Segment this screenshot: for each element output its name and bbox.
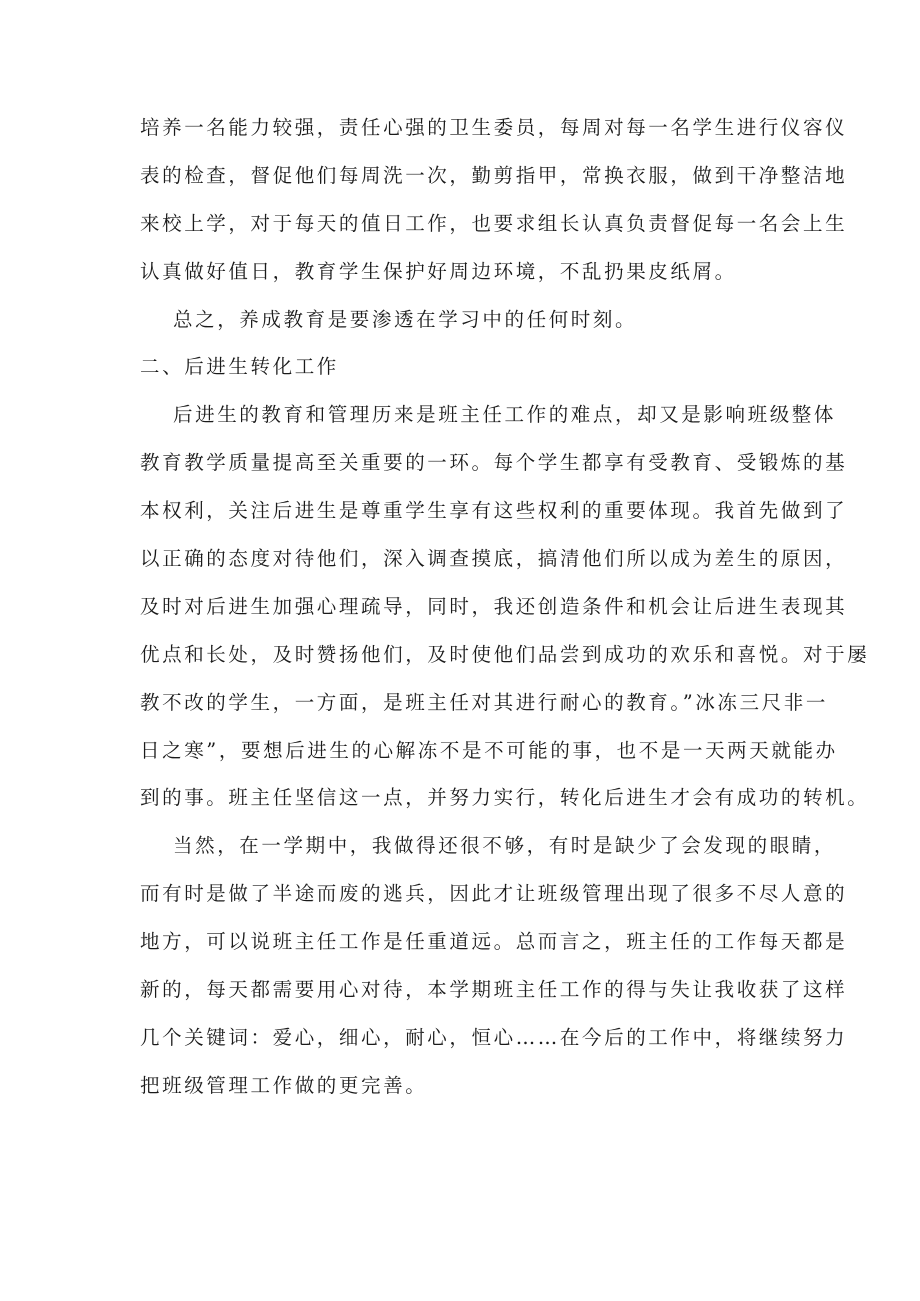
text-line: 到的事。班主任坚信这一点，并努力实行，转化后进生才会有成功的转机。	[140, 786, 870, 810]
text-line: 地方，可以说班主任工作是任重道远。总而言之，班主任的工作每天都是	[140, 930, 848, 954]
heading-text: 二、后进生转化工作	[140, 355, 339, 379]
text-line: 表的检查，督促他们每周洗一次，勤剪指甲，常换衣服，做到干净整洁地	[140, 163, 848, 187]
text-line: 新的，每天都需要用心对待，本学期班主任工作的得与失让我收获了这样	[140, 978, 848, 1002]
section-heading	[140, 343, 800, 391]
paragraph-summary	[140, 296, 800, 344]
text-line: 当然，在一学期中，我做得还很不够，有时是缺少了会发现的眼睛，	[173, 834, 837, 858]
paragraph-hygiene	[140, 104, 848, 296]
text-line: 以正确的态度对待他们，深入调查摸底，搞清他们所以成为差生的原因，	[140, 547, 848, 571]
text-line: 把班级管理工作做的更完善。	[140, 1073, 428, 1097]
text-line: 来校上学，对于每天的值日工作，也要求组长认真负责督促每一名会上生	[140, 211, 848, 235]
paragraph-reflection	[140, 822, 848, 1109]
text-line: 教育教学质量提高至关重要的一环。每个学生都享有受教育、受锻炼的基	[140, 451, 848, 475]
text-line: 及时对后进生加强心理疏导，同时，我还创造条件和机会让后进生表现其	[140, 594, 848, 618]
text-line: 认真做好值日，教育学生保护好周边环境，不乱扔果皮纸屑。	[140, 259, 737, 283]
text-line: 而有时是做了半途而废的逃兵，因此才让班级管理出现了很多不尽人意的	[140, 882, 848, 906]
text-line: 几个关键词：爱心，细心，耐心，恒心……在今后的工作中，将继续努力	[140, 1025, 848, 1049]
text-line: 培养一名能力较强，责任心强的卫生委员，每周对每一名学生进行仪容仪	[140, 116, 848, 139]
text-line: 后进生的教育和管理历来是班主任工作的难点，却又是影响班级整体	[173, 403, 837, 427]
text-line: 日之寒”，要想后进生的心解冻不是不可能的事，也不是一天两天就能办	[140, 738, 838, 762]
text-line: 总之，养成教育是要渗透在学习中的任何时刻。	[173, 307, 638, 331]
text-line: 本权利，关注后进生是尊重学生享有这些权利的重要体现。我首先做到了	[140, 499, 848, 523]
paragraph-students	[140, 391, 870, 822]
document-body	[140, 104, 870, 1110]
text-line: 教不改的学生，一方面，是班主任对其进行耐心的教育。”冰冻三尺非一	[140, 690, 828, 714]
text-line: 优点和长处，及时赞扬他们，及时使他们品尝到成功的欢乐和喜悦。对于屡	[140, 642, 870, 666]
